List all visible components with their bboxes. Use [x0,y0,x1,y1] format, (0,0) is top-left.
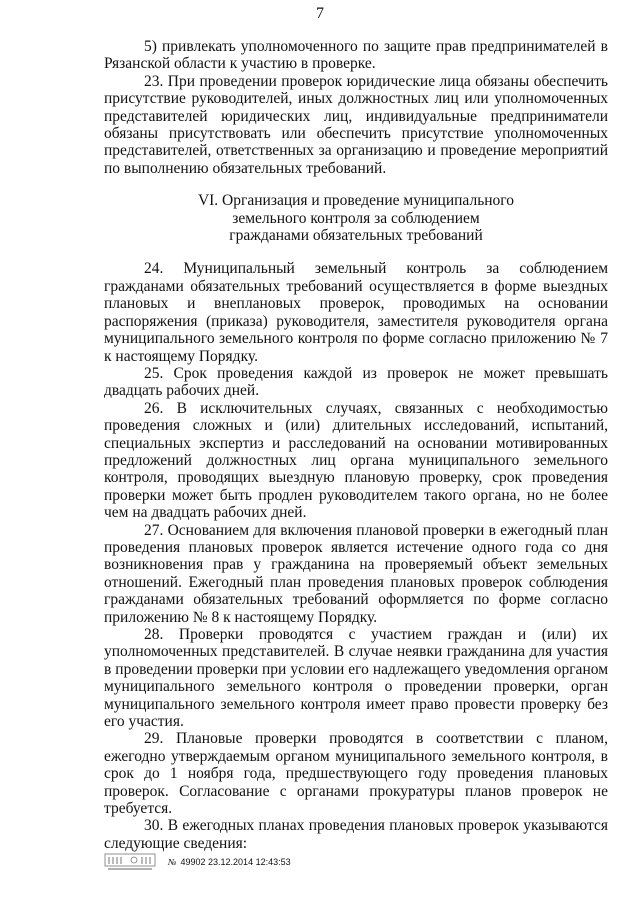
doc-registration-stamp: 49902 23.12.2014 12:43:53 [180,857,291,867]
paragraph-29: 29. Плановые проверки проводятся в соответствии с планом, ежегодно утверждаемым органом муниципального земельного контроля, в срок до 1 ноября года, предшествующего году проведения плановых проверок. Согласование с органами прокуратуры планов проверок не требуется. [104,730,608,818]
paragraph-26: 26. В исключительных случаях, связанных с необходимостью проведения сложных и (или) длительных исследований, испытаний, специальных экспертиз и расследований на основании мотивированных предложений должностных лиц органа муниципального земельного контроля, проводящих выездную плановую проверку, срок проведения проверки может быть продлен руководителем такого органа, но не более чем на двадцать рабочих дней. [104,399,608,522]
paragraph-28: 28. Проверки проводятся с участием граждан и (или) их уполномоченных представителей. В случае неявки гражданина для участия в проведении проверки при условии его надлежащего уведомления органом муниципального земельного контроля о проведении проверки, орган муниципального земельного контроля имеет право провести проверку без его участия. [104,626,608,731]
paragraph-23: 23. При проведении проверок юридические лица обязаны обеспечить присутствие руководителей, иных должностных лиц или уполномоченных представителей юридических лиц, индивидуальные предприниматели обязаны присутствовать или обеспечить присутствие уполномоченных представителей, ответственных за организацию и проведение мероприятий по выполнению обязательных требований. [104,72,608,177]
paragraph-30: 30. В ежегодных планах проведения плановых проверок указываются следующие сведения: [104,817,608,852]
section-heading-line: земельного контроля за соблюдением [232,209,480,227]
document-footer [104,849,291,875]
registry-logo-icon [104,851,156,873]
section-heading [104,192,608,244]
paragraph-25: 25. Срок проведения каждой из проверок не может превышать двадцать рабочих дней. [104,364,608,400]
paragraph-24: 24. Муниципальный земельный контроль за соблюдением гражданами обязательных требований осуществляется в форме выездных плановых и внеплановых проверок, проводимых на основании распоряжения (приказа) руководителя, заместителя руководителя органа муниципального земельного контроля по форме согласно приложению № 7 к настоящему Порядку. [104,260,608,365]
section-heading-line: VI. Организация и проведение муниципального [197,192,515,210]
page-number: 7 [316,5,324,22]
doc-number-sign: № [168,857,177,867]
paragraph-item-5: 5) привлекать уполномоченного по защите прав предпринимателей в Рязанской области к участию в проверке. [104,38,608,73]
paragraph-27: 27. Основанием для включения плановой проверки в ежегодный план проведения плановых проверок является истечение одного года со дня возникновения прав у гражданина на проверяемый объект земельных отношений. Ежегодный план проведения плановых проверок соблюдения гражданами обязательных требований оформляется по форме согласно приложению № 8 к настоящему Порядку. [104,521,608,626]
section-heading-line: гражданами обязательных требований [229,227,483,245]
document-body [104,38,608,852]
